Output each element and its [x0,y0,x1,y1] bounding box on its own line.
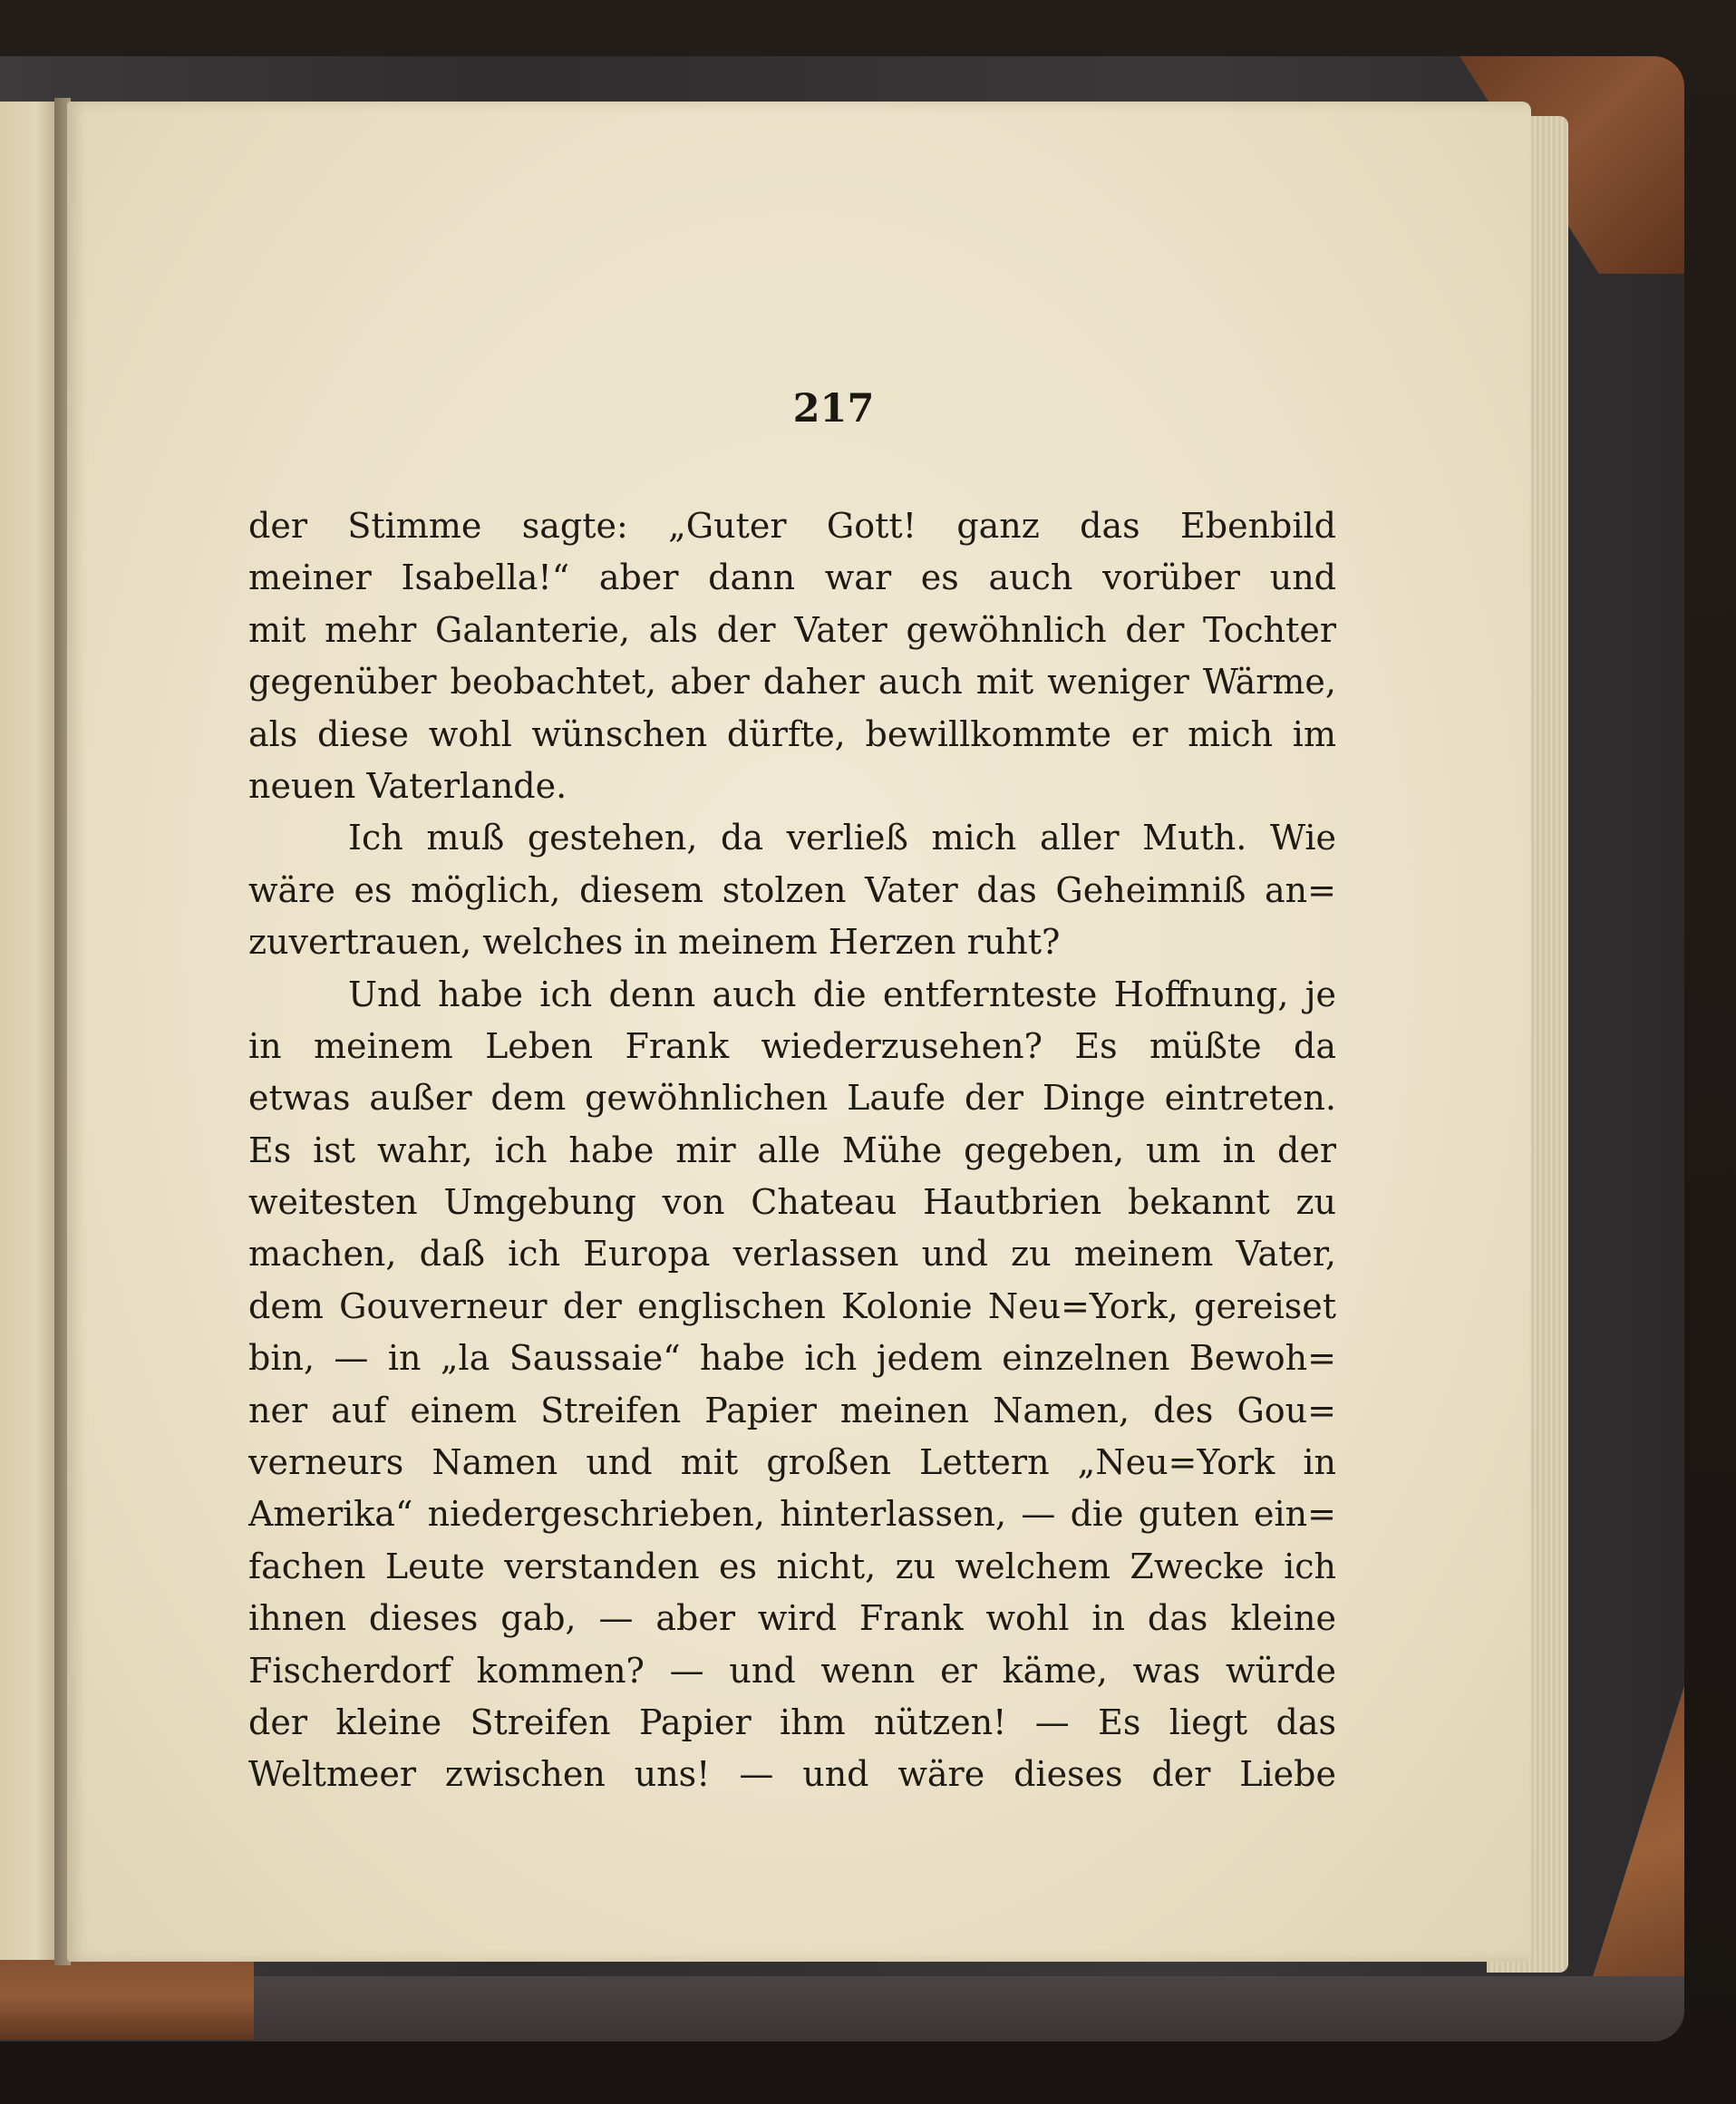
text-line: neuen Vaterlande. [248,765,567,806]
text-line: Es ist wahr, ich habe mir alle Mühe gegeben, um in der [248,1130,1336,1170]
text-line: Und habe ich denn auch die entfernteste Hoffnung, je [348,974,1336,1014]
text-line: Ich muß gestehen, da verließ mich aller Muth. Wie [348,818,1336,858]
text-line: bin, — in „la Saussaie“ habe ich jedem einzelnen Bewoh= [248,1338,1336,1379]
text-line: wäre es möglich, diesem stolzen Vater das Geheimniß an= [248,869,1336,910]
text-line: in meinem Leben Frank wiederzusehen? Es müßte da [248,1025,1336,1066]
text-line: dem Gouverneur der englischen Kolonie Neu=York, gereiset [248,1285,1336,1326]
text-line: mit mehr Galanterie, als der Vater gewöhnlich der Tochter [248,609,1336,650]
text-line: machen, daß ich Europa verlassen und zu meinem Vater, [248,1234,1336,1275]
left-page-fragment [0,102,60,1960]
text-line: Weltmeer zwischen uns! — und wäre dieses der Liebe [248,1754,1336,1795]
text-line: zuvertrauen, welches in meinem Herzen ruht? [248,922,1061,963]
text-line: etwas außer dem gewöhnlichen Laufe der Dinge eintreten. [248,1078,1336,1119]
text-line: ihnen dieses gab, — aber wird Frank wohl in das kleine [248,1598,1336,1639]
book-page [67,102,1531,1962]
text-line: der Stimme sagte: „Guter Gott! ganz das Ebenbild [248,506,1336,546]
page-number: 217 [792,386,875,431]
text-line: gegenüber beobachtet, aber daher auch mit weniger Wärme, [248,662,1336,703]
text-line: der kleine Streifen Papier ihm nützen! — Es liegt das [248,1702,1336,1742]
text-line: fachen Leute verstanden es nicht, zu welchem Zwecke ich [248,1546,1336,1586]
text-line: weitesten Umgebung von Chateau Hautbrien bekannt zu [248,1182,1336,1223]
text-line: als diese wohl wünschen dürfte, bewillkommte er mich im [248,713,1336,754]
text-line: Fischerdorf kommen? — und wenn er käme, was würde [248,1650,1336,1691]
text-line: Amerika“ niedergeschrieben, hinterlassen, — die guten ein= [248,1494,1336,1535]
text-line: ner auf einem Streifen Papier meinen Namen, des Gou= [248,1390,1336,1430]
text-line: meiner Isabella!“ aber dann war es auch vorüber und [248,558,1336,598]
text-line: verneurs Namen und mit großen Lettern „Neu=York in [248,1442,1336,1483]
page-text [248,500,1336,1801]
